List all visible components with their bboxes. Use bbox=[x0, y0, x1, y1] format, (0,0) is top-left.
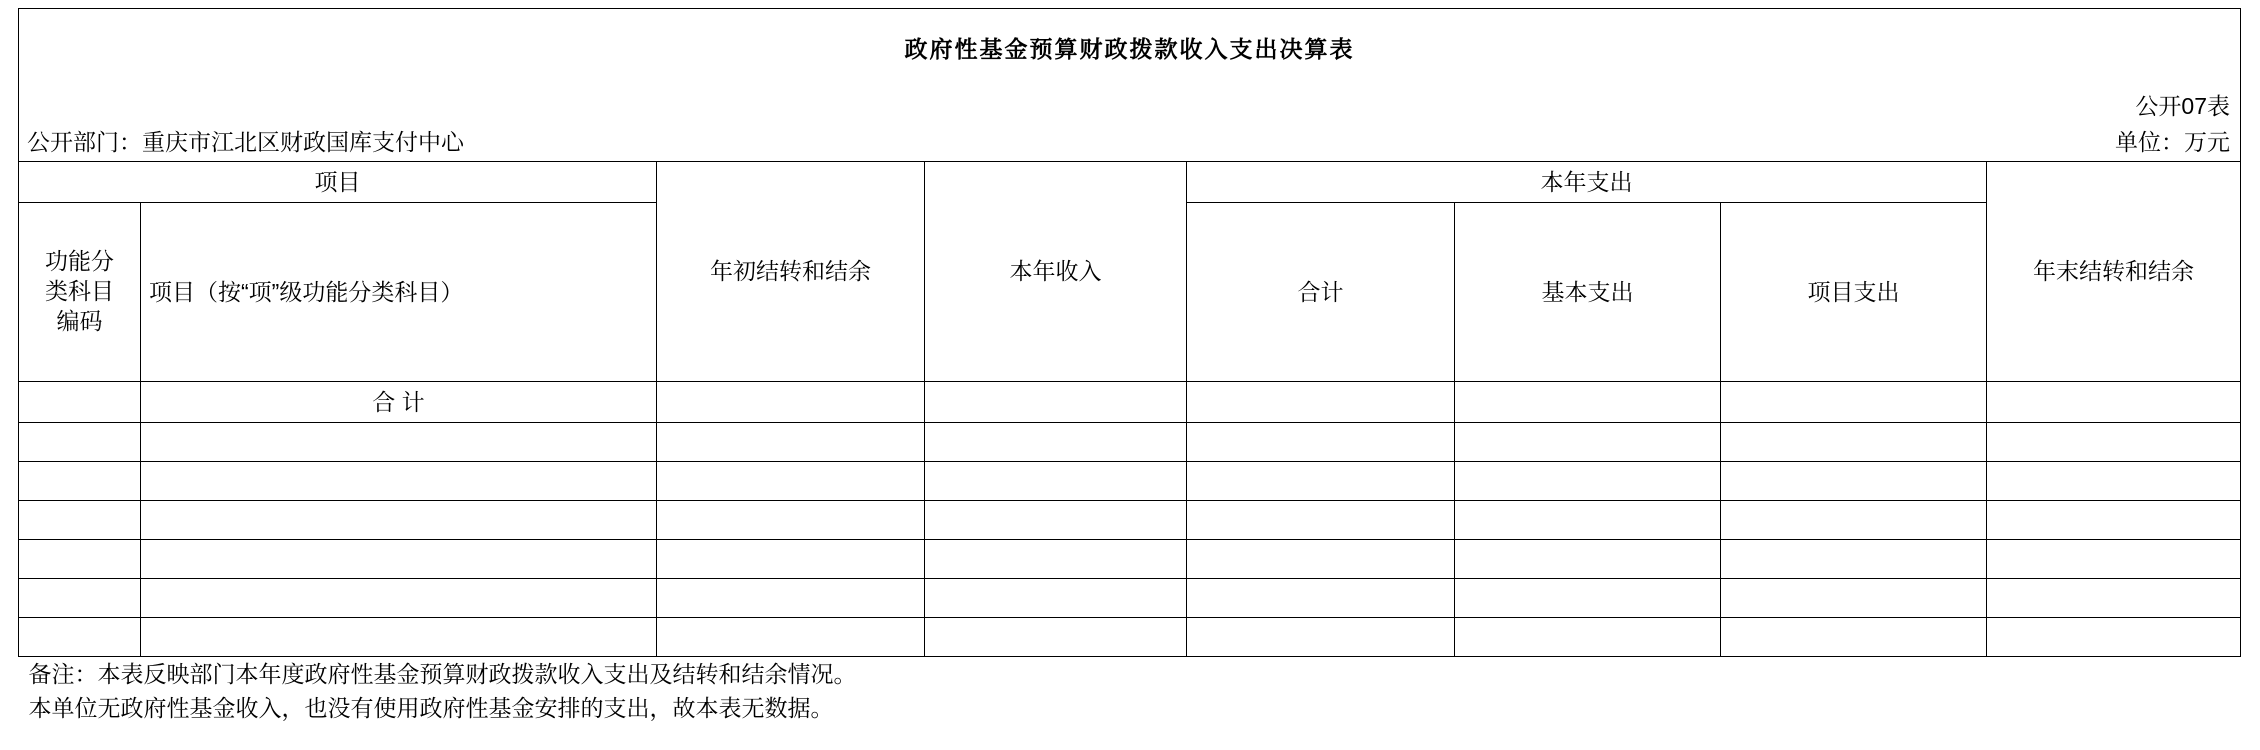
header-end-balance: 年末结转和结余 bbox=[1987, 162, 2241, 382]
unit-label: 单位：万元 bbox=[1987, 123, 2241, 162]
spacer-cell bbox=[925, 123, 1187, 162]
spacer-cell bbox=[1721, 89, 1987, 123]
cell-begin-balance bbox=[657, 462, 925, 501]
table-row bbox=[19, 579, 2241, 618]
cell-begin-balance bbox=[657, 501, 925, 540]
cell-exp-basic bbox=[1455, 540, 1721, 579]
cell-exp-total bbox=[1187, 618, 1455, 657]
header-exp-basic: 基本支出 bbox=[1455, 203, 1721, 382]
spacer-cell bbox=[19, 89, 141, 123]
header-year-income: 本年收入 bbox=[925, 162, 1187, 382]
header-begin-balance: 年初结转和结余 bbox=[657, 162, 925, 382]
header-exp-project: 项目支出 bbox=[1721, 203, 1987, 382]
spacer-cell bbox=[657, 123, 925, 162]
spacer-cell bbox=[1187, 89, 1455, 123]
note-row-1 bbox=[19, 657, 2241, 692]
note-row-2 bbox=[19, 691, 2241, 725]
total-end-balance bbox=[1987, 382, 2241, 423]
header-func-code-line3: 编码 bbox=[56, 307, 103, 334]
department-name: 重庆市江北区财政国库支付中心 bbox=[142, 128, 464, 155]
cell-end-balance bbox=[1987, 540, 2241, 579]
cell-end-balance bbox=[1987, 618, 2241, 657]
cell-exp-total bbox=[1187, 501, 1455, 540]
cell-func-code bbox=[19, 501, 141, 540]
cell-begin-balance bbox=[657, 618, 925, 657]
cell-exp-project bbox=[1721, 540, 1987, 579]
spreadsheet-sheet bbox=[0, 8, 2260, 750]
total-exp-basic bbox=[1455, 382, 1721, 423]
header-func-code-line2: 类科目 bbox=[45, 278, 114, 305]
cell-project-name bbox=[141, 618, 657, 657]
title-row bbox=[19, 9, 2241, 90]
cell-exp-project bbox=[1721, 462, 1987, 501]
spacer-cell bbox=[657, 89, 925, 123]
cell-end-balance bbox=[1987, 423, 2241, 462]
table-row bbox=[19, 462, 2241, 501]
note-line-1: 备注：本表反映部门本年度政府性基金预算财政拨款收入支出及结转和结余情况。 bbox=[19, 657, 2241, 692]
cell-exp-basic bbox=[1455, 423, 1721, 462]
cell-exp-project bbox=[1721, 579, 1987, 618]
total-exp-project bbox=[1721, 382, 1987, 423]
cell-project-name bbox=[141, 501, 657, 540]
total-row bbox=[19, 382, 2241, 423]
table-row bbox=[19, 540, 2241, 579]
header-func-code-line1: 功能分 bbox=[45, 248, 114, 275]
cell-exp-project bbox=[1721, 501, 1987, 540]
cell-year-income bbox=[925, 462, 1187, 501]
cell-end-balance bbox=[1987, 462, 2241, 501]
cell-exp-total bbox=[1187, 423, 1455, 462]
spacer-cell bbox=[1455, 123, 1721, 162]
spacer-cell bbox=[1187, 123, 1455, 162]
header-func-code bbox=[19, 203, 141, 382]
header-project-name: 项目（按“项”级功能分类科目） bbox=[141, 203, 657, 382]
total-year-income bbox=[925, 382, 1187, 423]
cell-year-income bbox=[925, 540, 1187, 579]
page-title: 政府性基金预算财政拨款收入支出决算表 bbox=[19, 9, 2241, 90]
table-row bbox=[19, 618, 2241, 657]
table-row bbox=[19, 423, 2241, 462]
form-code: 公开07表 bbox=[1987, 89, 2241, 123]
note-line-2: 本单位无政府性基金收入，也没有使用政府性基金安排的支出，故本表无数据。 bbox=[19, 691, 2241, 725]
cell-begin-balance bbox=[657, 540, 925, 579]
cell-exp-basic bbox=[1455, 462, 1721, 501]
total-label: 合 计 bbox=[141, 382, 657, 423]
spacer-cell bbox=[141, 89, 657, 123]
spacer-cell bbox=[1455, 89, 1721, 123]
cell-func-code bbox=[19, 423, 141, 462]
cell-project-name bbox=[141, 462, 657, 501]
total-exp-total bbox=[1187, 382, 1455, 423]
department-label bbox=[19, 123, 657, 162]
cell-end-balance bbox=[1987, 501, 2241, 540]
cell-project-name bbox=[141, 540, 657, 579]
header-group-row bbox=[19, 162, 2241, 203]
cell-year-income bbox=[925, 501, 1187, 540]
header-group-project: 项目 bbox=[19, 162, 657, 203]
form-code-row bbox=[19, 89, 2241, 123]
header-exp-total: 合计 bbox=[1187, 203, 1455, 382]
cell-exp-project bbox=[1721, 618, 1987, 657]
cell-begin-balance bbox=[657, 423, 925, 462]
cell-exp-basic bbox=[1455, 579, 1721, 618]
cell-exp-basic bbox=[1455, 501, 1721, 540]
cell-project-name bbox=[141, 579, 657, 618]
cell-begin-balance bbox=[657, 579, 925, 618]
cell-func-code bbox=[19, 579, 141, 618]
cell-exp-basic bbox=[1455, 618, 1721, 657]
cell-year-income bbox=[925, 579, 1187, 618]
header-group-current-year-expenditure: 本年支出 bbox=[1187, 162, 1987, 203]
cell-exp-total bbox=[1187, 540, 1455, 579]
table-row bbox=[19, 501, 2241, 540]
cell-func-code bbox=[19, 462, 141, 501]
department-label-text: 公开部门： bbox=[27, 128, 142, 155]
cell-exp-total bbox=[1187, 462, 1455, 501]
total-begin-balance bbox=[657, 382, 925, 423]
total-func-code bbox=[19, 382, 141, 423]
cell-end-balance bbox=[1987, 579, 2241, 618]
spacer-cell bbox=[925, 89, 1187, 123]
cell-year-income bbox=[925, 618, 1187, 657]
cell-func-code bbox=[19, 540, 141, 579]
department-row bbox=[19, 123, 2241, 162]
cell-exp-project bbox=[1721, 423, 1987, 462]
cell-year-income bbox=[925, 423, 1187, 462]
cell-func-code bbox=[19, 618, 141, 657]
cell-project-name bbox=[141, 423, 657, 462]
cell-exp-total bbox=[1187, 579, 1455, 618]
spacer-cell bbox=[1721, 123, 1987, 162]
budget-table bbox=[18, 8, 2241, 725]
